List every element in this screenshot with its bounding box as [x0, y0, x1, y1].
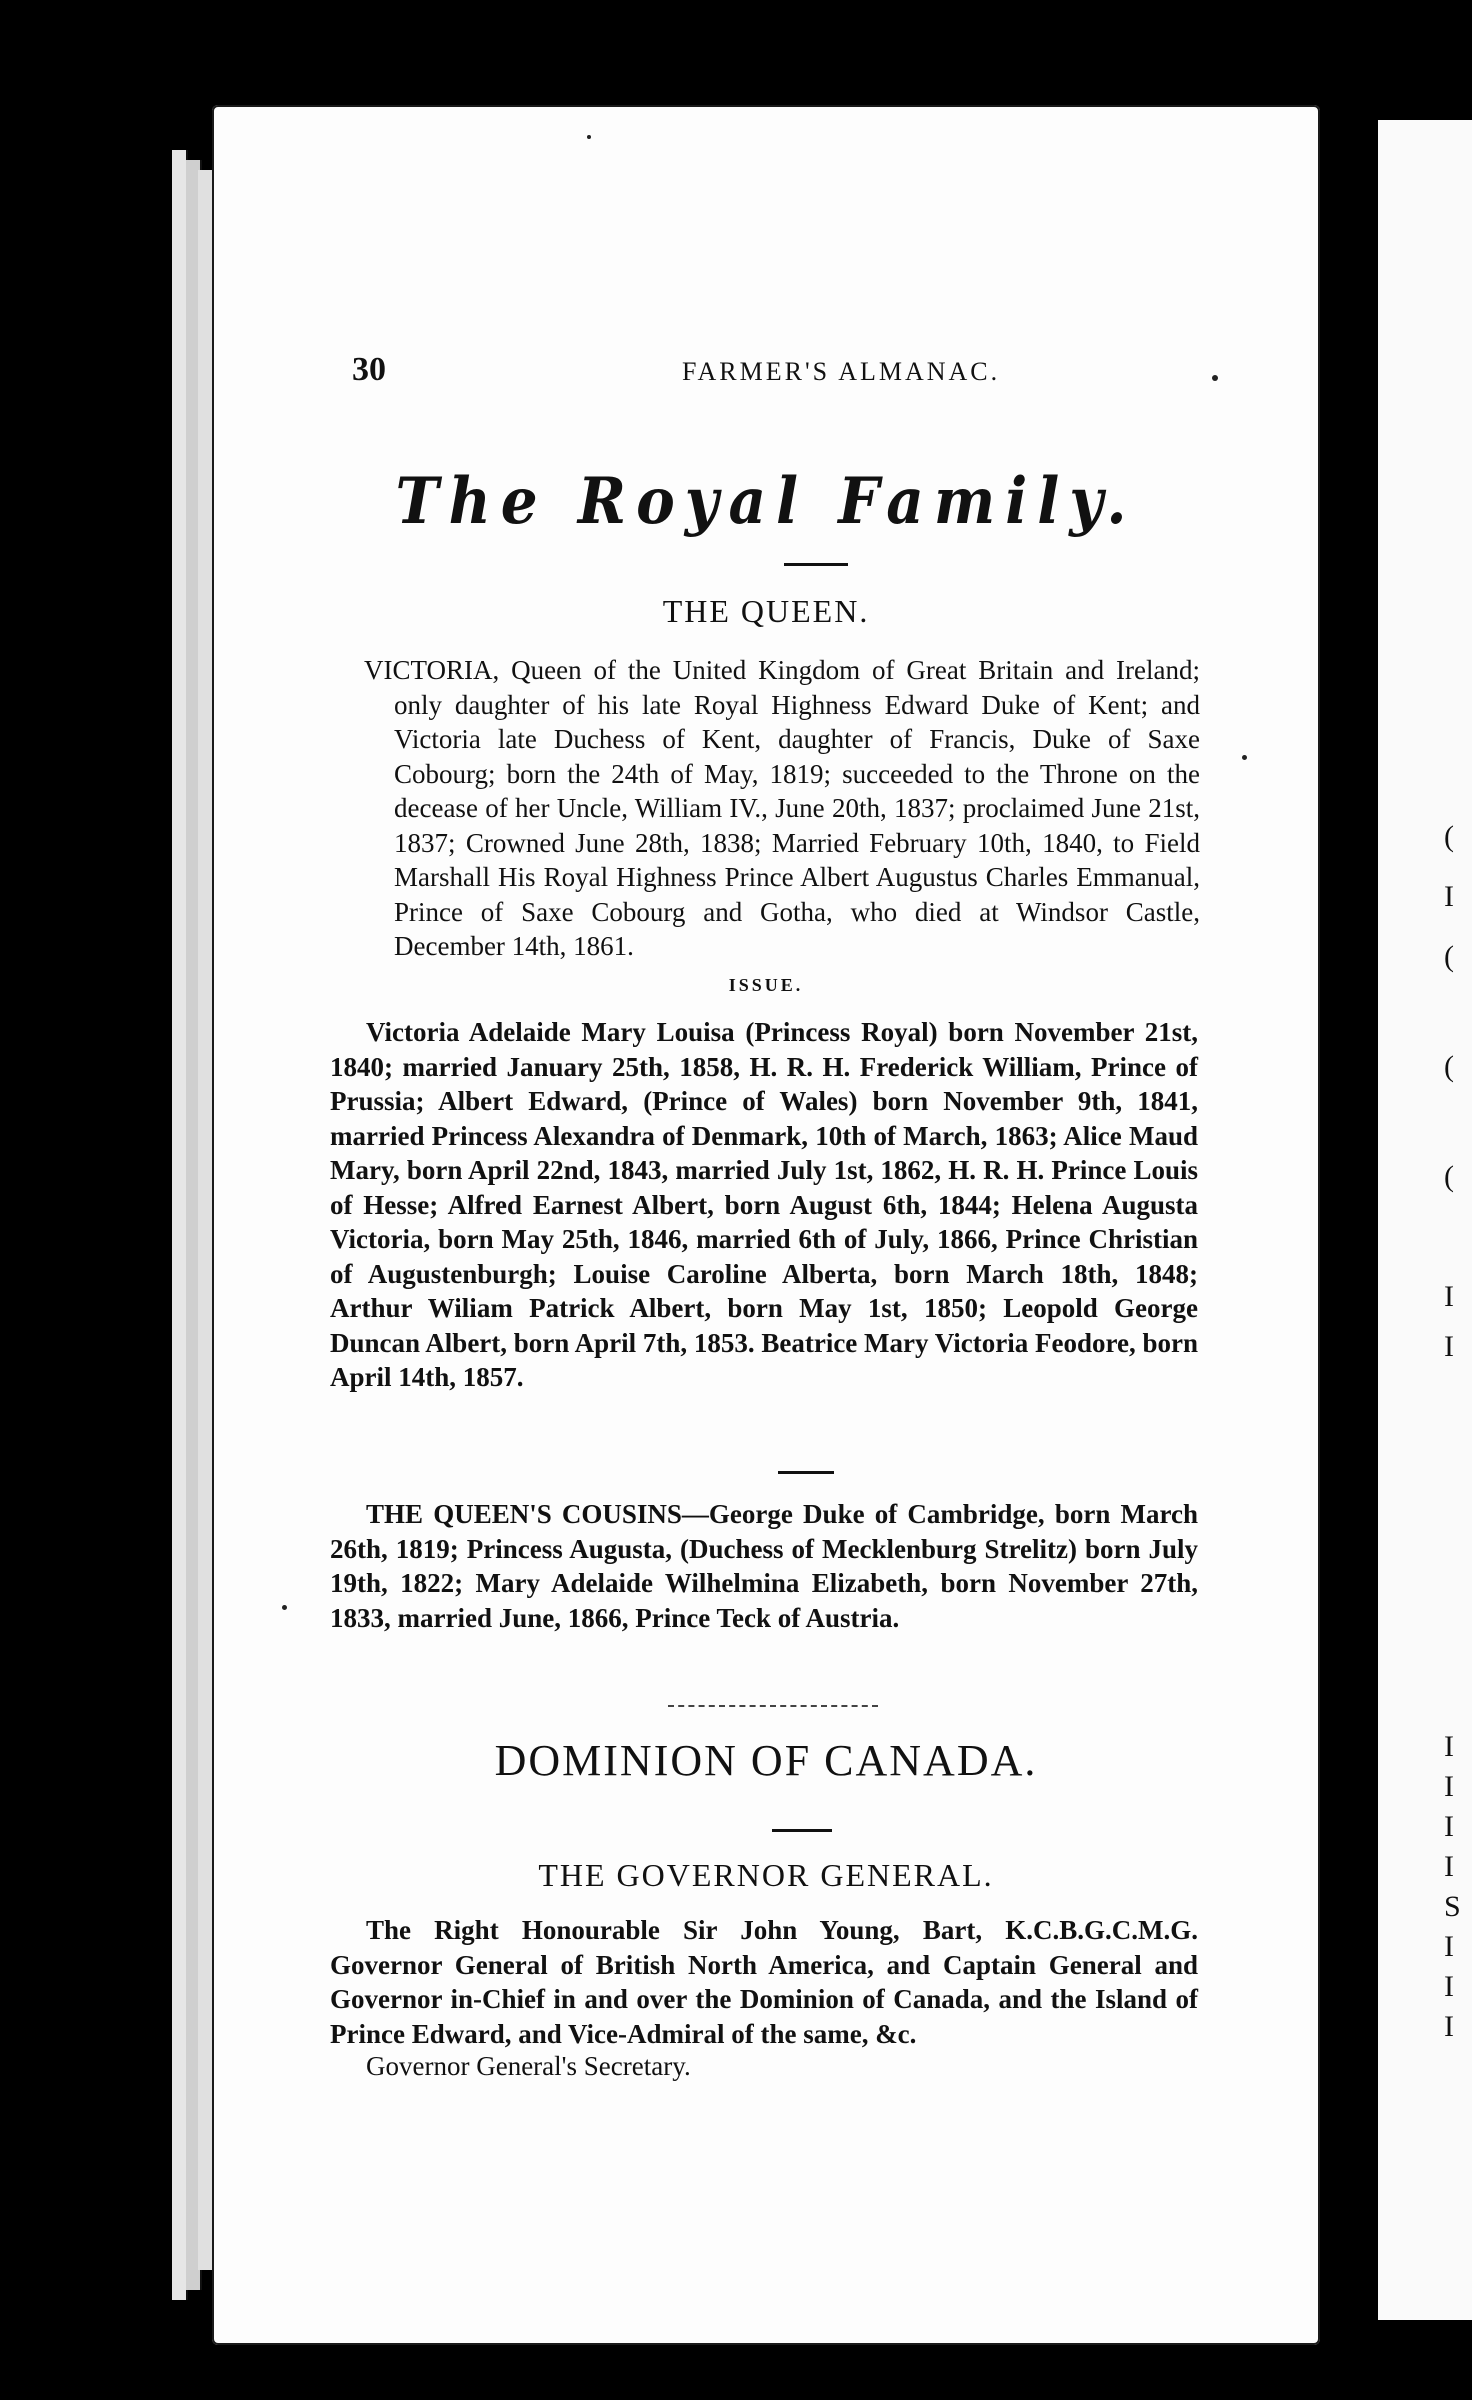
scan-speck — [1242, 755, 1247, 760]
adjacent-page-glyph: I — [1444, 1810, 1454, 1843]
almanac-page — [212, 105, 1320, 2345]
dominion-title: DOMINION OF CANADA. — [494, 1736, 1038, 1785]
cousins-paragraph: THE QUEEN'S COUSINS—George Duke of Cambridge, born March 26th, 1819; Princess Augusta, (Duchess of Mecklenburg Strelitz) born July 19th, 1822; Mary Adelaide Wilhelmina Elizabeth, born November 27th, 1833, married June, 1866, Prince Teck of Austria. — [330, 1499, 1198, 1633]
adjacent-page-glyph: I — [1444, 1280, 1454, 1313]
adjacent-page-glyph: I — [1444, 1970, 1454, 2003]
governor-paragraph: The Right Honourable Sir John Young, Bart, K.C.B.G.C.M.G. Governor General of British North America, and Captain General and Governor in-Chief in and over the Dominion of Canada, and the Island of Prince Edward, and Vice-Admiral of the same, &c. — [330, 1915, 1198, 2049]
queen-paragraph: VICTORIA, Queen of the United Kingdom of Great Britain and Ireland; only daughter of his late Royal Highness Edward Duke of Kent; and Victoria late Duchess of Kent, daughter of Francis, Duke of Saxe Cobourg; born the 24th of May, 1819; succeeded to the Throne on the decease of her Uncle, William IV., June 20th, 1837; proclaimed June 21st, 1837; Crowned June 28th, 1838; Married February 10th, 1840, to Field Marshall His Royal Highness Prince Albert Augustus Charles Emmanual, Prince of Saxe Cobourg and Gotha, who died at Windsor Castle, December 14th, 1861. — [364, 655, 1200, 961]
adjacent-page-glyph: ( — [1444, 820, 1454, 853]
adjacent-page-glyph: ( — [1444, 1160, 1454, 1193]
scan-speck — [1212, 375, 1218, 381]
adjacent-page-edge — [1378, 120, 1472, 2320]
section-rule — [772, 1829, 832, 1832]
adjacent-page-glyph: I — [1444, 1770, 1454, 1803]
adjacent-page-glyph: ( — [1444, 940, 1454, 973]
scan-speck — [587, 135, 591, 139]
divider — [668, 1705, 878, 1707]
issue-label: ISSUE. — [728, 975, 804, 995]
secretary-line: Governor General's Secretary. — [366, 2051, 691, 2081]
adjacent-page-glyph: I — [1444, 1330, 1454, 1363]
running-head — [212, 351, 1320, 391]
governor-heading: THE GOVERNOR GENERAL. — [538, 1857, 994, 1893]
queen-heading: THE QUEEN. — [662, 593, 870, 629]
section-rule — [778, 1471, 834, 1474]
adjacent-page-glyph: I — [1444, 1930, 1454, 1963]
adjacent-page-glyph: S — [1444, 1890, 1461, 1923]
scan-speck — [282, 1605, 287, 1610]
section-rule — [784, 563, 848, 566]
adjacent-page-glyph: ( — [1444, 1050, 1454, 1083]
page-number: 30 — [352, 351, 386, 388]
royal-family-title: The Royal Family. — [395, 463, 1137, 539]
adjacent-page-glyph: I — [1444, 1850, 1454, 1883]
adjacent-page-glyph: I — [1444, 2010, 1454, 2043]
issue-paragraph: Victoria Adelaide Mary Louisa (Princess Royal) born November 21st, 1840; married January 25th, 1858, H. R. H. Frederick William, Prince of Prussia; Albert Edward, (Prince of Wales) born November 9th, 1841, married Princess Alexandra of Denmark, 10th of March, 1863; Alice Maud Mary, born April 22nd, 1843, married July 1st, 1862, H. R. H. Prince Louis of Hesse; Alfred Earnest Albert, born August 6th, 1844; Helena Augusta Victoria, born May 25th, 1846, married 6th of July, 1866, Prince Christian of Augustenburgh; Louise Caroline Alberta, born March 18th, 1848; Arthur Wiliam Patrick Albert, born May 1st, 1850; Leopold George Duncan Albert, born April 7th, 1853. Beatrice Mary Victoria Feodore, born April 14th, 1857. — [330, 1017, 1198, 1392]
adjacent-page-glyph: I — [1444, 880, 1454, 913]
adjacent-page-glyph: I — [1444, 1730, 1454, 1763]
running-title: FARMER'S ALMANAC. — [682, 357, 1001, 386]
